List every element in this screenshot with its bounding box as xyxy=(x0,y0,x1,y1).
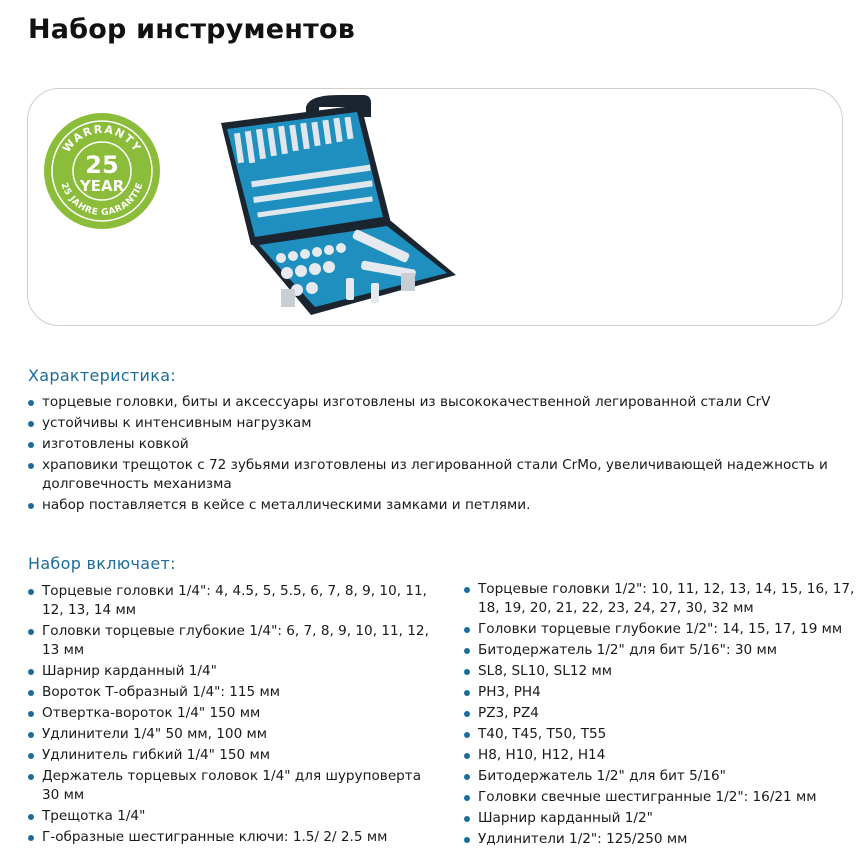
list-item: PZ3, PZ4 xyxy=(464,704,862,723)
bullet-icon xyxy=(28,814,34,820)
bullet-icon xyxy=(28,503,34,509)
bullet-icon xyxy=(464,837,470,843)
bullet-icon xyxy=(464,669,470,675)
list-item: Битодержатель 1/2" для бит 5/16": 30 мм xyxy=(464,641,862,660)
bullet-icon xyxy=(28,463,34,469)
list-item: храповики трещоток с 72 зубьями изготовлены из легированной стали CrMo, увеличивающей надежность и долговечность механизма xyxy=(28,456,858,494)
list-item: Головки свечные шестигранные 1/2": 16/21 мм xyxy=(464,788,862,807)
warranty-badge-icon xyxy=(42,111,162,231)
bullet-icon xyxy=(28,690,34,696)
list-item: Битодержатель 1/2" для бит 5/16" xyxy=(464,767,862,786)
includes-left-list xyxy=(28,582,433,849)
tool-case-image xyxy=(211,93,471,323)
list-item: набор поставляется в кейсе с металлическими замками и петлями. xyxy=(28,496,858,515)
badge-top-text: WARRANTY xyxy=(60,122,145,155)
bullet-icon xyxy=(464,627,470,633)
bullet-icon xyxy=(28,629,34,635)
list-item: Шарнир карданный 1/4" xyxy=(28,662,433,681)
list-item: Головки торцевые глубокие 1/2": 14, 15, 17, 19 мм xyxy=(464,620,862,639)
bullet-icon xyxy=(28,421,34,427)
bullet-icon xyxy=(28,400,34,406)
bullet-icon xyxy=(464,795,470,801)
badge-unit: YEAR xyxy=(79,177,125,195)
list-item: T40, T45, T50, T55 xyxy=(464,725,862,744)
badge-number: 25 xyxy=(85,151,119,179)
badge-bottom-text: 25 JAHRE GARANTIE xyxy=(58,181,146,219)
bullet-icon xyxy=(28,711,34,717)
bullet-icon xyxy=(464,816,470,822)
list-item: устойчивы к интенсивным нагрузкам xyxy=(28,414,858,433)
list-item: Торцевые головки 1/4": 4, 4.5, 5, 5.5, 6, 7, 8, 9, 10, 11, 12, 13, 14 мм xyxy=(28,582,433,620)
list-item: Г-образные шестигранные ключи: 1.5/ 2/ 2.5 мм xyxy=(28,828,433,847)
characteristics-heading: Характеристика: xyxy=(28,366,176,385)
list-item: Отвертка-вороток 1/4" 150 мм xyxy=(28,704,433,723)
bullet-icon xyxy=(28,774,34,780)
includes-right-list xyxy=(464,580,862,851)
list-item: Удлинитель гибкий 1/4" 150 мм xyxy=(28,746,433,765)
bullet-icon xyxy=(464,690,470,696)
includes-heading: Набор включает: xyxy=(28,554,176,573)
list-item: торцевые головки, биты и аксессуары изготовлены из высококачественной легированной стали CrV xyxy=(28,393,858,412)
list-item: Шарнир карданный 1/2" xyxy=(464,809,862,828)
list-item: Трещотка 1/4" xyxy=(28,807,433,826)
bullet-icon xyxy=(28,442,34,448)
list-item: Головки торцевые глубокие 1/4": 6, 7, 8, 9, 10, 11, 12, 13 мм xyxy=(28,622,433,660)
bullet-icon xyxy=(464,711,470,717)
bullet-icon xyxy=(28,753,34,759)
bullet-icon xyxy=(28,589,34,595)
page-title: Набор инструментов xyxy=(28,14,356,45)
bullet-icon xyxy=(464,774,470,780)
list-item: H8, H10, H12, H14 xyxy=(464,746,862,765)
list-item: изготовлены ковкой xyxy=(28,435,858,454)
bullet-icon xyxy=(464,648,470,654)
list-item: Торцевые головки 1/2": 10, 11, 12, 13, 14, 15, 16, 17, 18, 19, 20, 21, 22, 23, 24, 27, 30, 32 мм xyxy=(464,580,862,618)
list-item: Держатель торцевых головок 1/4" для шуруповерта 30 мм xyxy=(28,767,433,805)
list-item: SL8, SL10, SL12 мм xyxy=(464,662,862,681)
list-item: Вороток Т-образный 1/4": 115 мм xyxy=(28,683,433,702)
bullet-icon xyxy=(464,587,470,593)
list-item: Удлинители 1/4" 50 мм, 100 мм xyxy=(28,725,433,744)
bullet-icon xyxy=(28,732,34,738)
list-item: Удлинители 1/2": 125/250 мм xyxy=(464,830,862,849)
product-banner xyxy=(27,88,843,326)
bullet-icon xyxy=(464,732,470,738)
bullet-icon xyxy=(28,669,34,675)
list-item: PH3, PH4 xyxy=(464,683,862,702)
bullet-icon xyxy=(464,753,470,759)
bullet-icon xyxy=(28,835,34,841)
characteristics-list xyxy=(28,393,858,517)
